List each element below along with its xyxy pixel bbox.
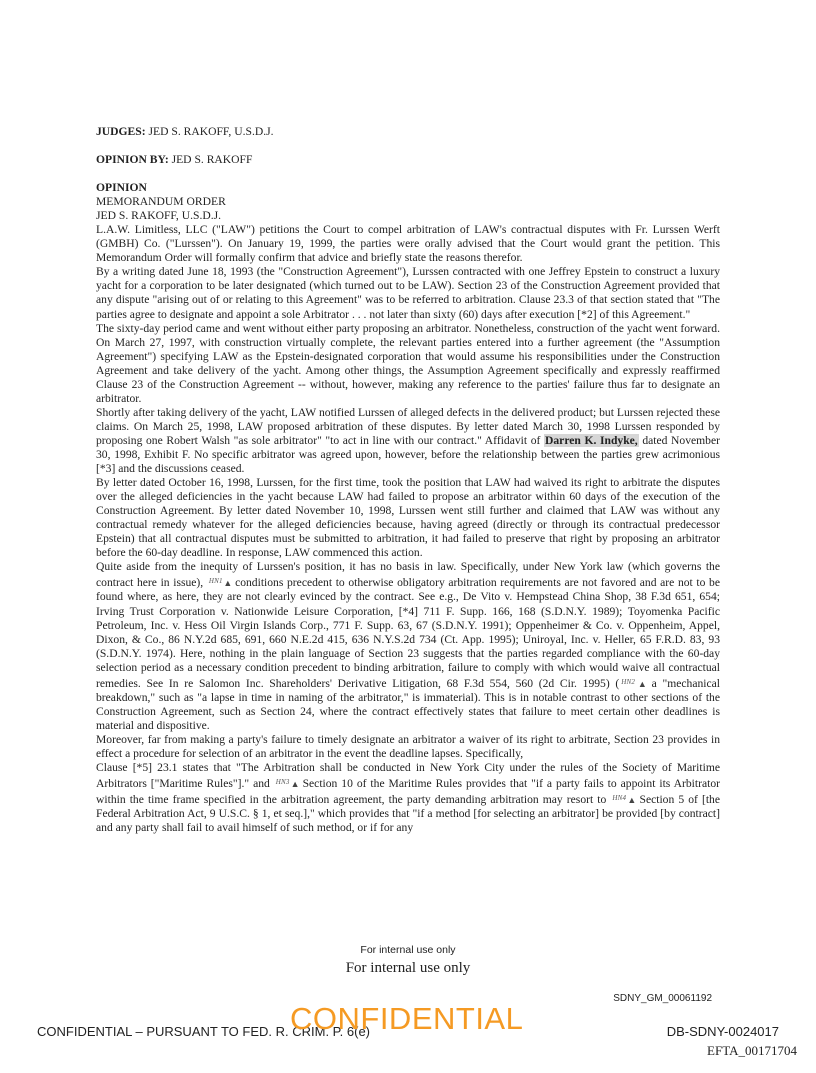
judges-line [96, 125, 720, 139]
internal-use-small: For internal use only [360, 944, 456, 956]
paragraph-4-text-a: Shortly after taking delivery of the yacht, LAW notified Lurssen of alleged defects in the delivered product; but Lurssen rejected these claims. On March 25, 1998, LAW proposed arbitration of these disputes. By letter dated March 30, 1998 Lurssen responded by proposing one Robert Walsh "as sole arbitrator" "to act in line with our contract." Affidavit of [96, 405, 720, 447]
headnote-arrow-icon[interactable]: ▲ [626, 795, 638, 806]
opinion-heading: OPINION [96, 181, 147, 195]
paragraph-4 [96, 406, 720, 476]
paragraph-6-text-a: Quite aside from the inequity of Lurssen's position, it has no basis in law. Specifically, under New York law (which governs the contract here in issue), [96, 560, 720, 590]
paragraph-8-text-c: Section 5 of [the Federal Arbitration Act, 9 U.S.C. § 1, et seq.]," which provides that "if a method [for selecting an arbitrator] be provided [by contract] and any party shall fail to avail himself of such method, or if for any [96, 793, 720, 835]
paragraph-8-text-b: Section 10 of the Maritime Rules provides that "if a party fails to appoint its Arbitrator within the time frame specified in the arbitration agreement, the party demanding arbitration may resort to [96, 777, 720, 807]
judges-value: JED S. RAKOFF, U.S.D.J. [145, 125, 274, 138]
opinion-body [96, 125, 720, 835]
judge-signature: JED S. RAKOFF, U.S.D.J. [96, 209, 222, 223]
headnote-hn2-link[interactable]: HN2 [621, 677, 636, 686]
headnote-hn1-link[interactable]: HN1 [208, 577, 223, 586]
confidential-notice: CONFIDENTIAL – PURSUANT TO FED. R. CRIM. P. 6(e) [37, 1024, 371, 1039]
paragraph-6 [96, 560, 720, 733]
headnote-arrow-icon[interactable]: ▲ [289, 779, 301, 790]
judges-label: JUDGES: [96, 125, 146, 138]
paragraph-5: By letter dated October 16, 1998, Lurssen, for the first time, took the position that LAW had waived its right to arbitrate the disputes over the alleged deficiencies in the yacht because LAW had failed to propose an arbitrator within 60 days of the execution of the Construction Agreement. By letter dated November 10, 1998, Lurssen went still further and claimed that LAW was without any contractual remedy whatever for the alleged deficiencies because, having agreed (directly or through its contractual predecessor Epstein) that all contractual disputes must be submitted to arbitration, it had failed to preserve that right by proposing an arbitrator before the 60-day deadline. In response, LAW commenced this action. [96, 476, 720, 560]
headnote-hn3-link[interactable]: HN3 [275, 778, 290, 787]
headnote-arrow-icon[interactable]: ▲ [222, 578, 234, 589]
opinion-by-label: OPINION BY: [96, 153, 169, 167]
confidential-stamp: CONFIDENTIAL [290, 1001, 524, 1036]
opinion-by-value: JED S. RAKOFF [168, 153, 253, 167]
efta-number: EFTA_00171704 [707, 1043, 797, 1058]
opinion-by-line [96, 153, 720, 167]
paragraph-8-text-a: Clause [*5] 23.1 states that "The Arbitration shall be conducted in New York City under the rules of the Society of Maritime Arbitrators ["Maritime Rules"]." and [96, 761, 720, 791]
paragraph-6-text-c: a "mechanical breakdown," such as "a lapse in time in naming of the arbitrator," is immaterial). This is in notable contrast to other sections of the Construction Agreement, such as Section 24, where the contract effectively states that failure to meet certain other deadlines is material and dispositive. [96, 676, 720, 732]
paragraph-3: The sixty-day period came and went without either party proposing an arbitrator. Nonetheless, construction of the yacht went forward. On March 27, 1997, with construction virtually complete, the relevant parties entered into a further agreement (the "Assumption Agreement") specifying LAW as the Epstein-designated corporation that would assume his responsibilities under the Construction Agreement and take delivery of the yacht. Among other things, the Assumption Agreement specifically and expressly reaffirmed Clause 23 of the Construction Agreement -- without, however, making any reference to the parties' failure thus far to designate an arbitrator. [96, 321, 720, 405]
memorandum-title: MEMORANDUM ORDER [96, 195, 226, 209]
paragraph-2: By a writing dated June 18, 1993 (the "Construction Agreement"), Lurssen contracted with one Jeffrey Epstein to construct a luxury yacht for a corporation to be later designated (which turned out to be LAW). Section 23 of the Construction Agreement provided that any dispute "arising out of or relating to this Agreement" was to be referred to arbitration. Clause 23.3 of that section stated that "The parties agree to designate and appoint a sole Arbitrator . . . not later than sixty (60) days after execution [*2] of this Agreement." [96, 265, 720, 321]
internal-use-large: For internal use only [345, 960, 471, 976]
paragraph-4-text-b: dated November 30, 1998, Exhibit F. No specific arbitrator was agreed upon, however, before the relationship between the parties grew acrimonious [*3] and the discussions ceased. [96, 433, 720, 476]
bates-number-db: DB-SDNY-0024017 [666, 1024, 779, 1039]
headnote-arrow-icon[interactable]: ▲ [635, 678, 650, 689]
highlighted-name: Darren K. Indyke, [545, 433, 638, 447]
bates-number-gm: SDNY_GM_00061192 [613, 993, 712, 1004]
paragraph-7: Moreover, far from making a party's failure to timely designate an arbitrator a waiver of its right to arbitrate, Section 23 provides in effect a procedure for selection of an arbitrator in the event the deadline lapses. Specifically, [96, 732, 720, 760]
paragraph-6-text-b: conditions precedent to otherwise obligatory arbitration requirements are not favored and are not to be found where, as here, they are not clearly evinced by the contract. See e.g., De Vito v. Hempstead China Shop, 38 F.3d 651, 654; Irving Trust Corporation v. Nationwide Leisure Corporation, [*4] 711 F. Supp. 166, 168 (S.D.N.Y. 1989); Toyomenka Pacific Petroleum, Inc. v. Hess Oil Virgin Islands Corp., 771 F. Supp. 63, 67 (S.D.N.Y. 1991); Oppenheimer & Co. v. Oppenheim, Appel, Dixon, & Co., 86 N.Y.2d 685, 691, 660 N.E.2d 415, 636 N.Y.S.2d 734 (Ct. App. 1995); Uniroyal, Inc. v. Heller, 65 F.R.D. 83, 93 (S.D.N.Y. 1974). Here, nothing in the plain language of Section 23 suggests that the parties regarded compliance with the 60-day selection period as a necessary condition precedent to binding arbitration, failure to comply with which would waive all contractual remedies. See In re Salomon Inc. Shareholders' Derivative Litigation, 68 F.3d 554, 560 (2d Cir. 1995) ( [96, 576, 720, 690]
paragraph-1: L.A.W. Limitless, LLC ("LAW") petitions the Court to compel arbitration of LAW's contractual disputes with Fr. Lurssen Werft (GMBH) Co. ("Lurssen"). On January 19, 1999, the parties were orally advised that the Court would grant the petition. This Memorandum Order will formally confirm that advice and briefly state the reasons therefor. [96, 223, 720, 265]
paragraph-8 [96, 761, 720, 835]
headnote-hn4-link[interactable]: HN4 [612, 794, 627, 803]
